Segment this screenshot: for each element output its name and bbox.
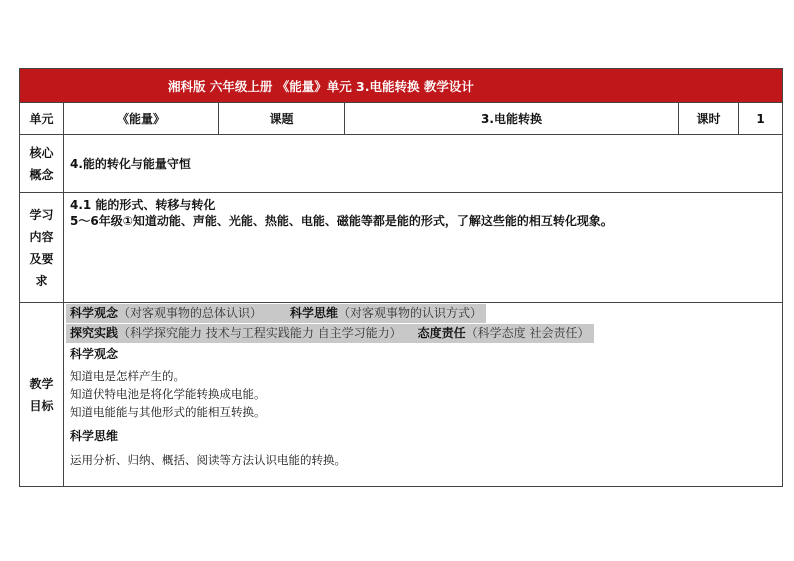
period-label: 课时 — [679, 103, 739, 135]
concept-line-2: 知道伏特电池是将化学能转换成电能。 — [70, 387, 266, 401]
unit-value: 《能量》 — [64, 103, 219, 135]
core-concept-row — [20, 135, 783, 193]
learning-row — [20, 193, 783, 303]
lesson-plan-table — [19, 68, 783, 487]
core-concept-label: 核心 概念 — [20, 135, 64, 193]
lesson-plan-sheet — [19, 68, 782, 487]
section-science-concept-title: 科学观念 — [70, 347, 119, 361]
core-concept-text: 4.能的转化与能量守恒 — [64, 135, 783, 193]
lesson-label: 课题 — [219, 103, 345, 135]
learning-line-1: 4.1 能的形式、转移与转化 — [70, 198, 216, 212]
unit-label: 单元 — [20, 103, 64, 135]
thinking-line-1: 运用分析、归纳、概括、阅读等方法认识电能的转换。 — [70, 453, 346, 467]
header-row — [20, 103, 783, 135]
concept-line-3: 知道电能能与其他形式的能相互转换。 — [70, 405, 266, 419]
document-title: 湘科版 六年级上册 《能量》单元 3.电能转换 教学设计 — [168, 78, 474, 94]
learning-label: 学习 内容 及要 求 — [20, 193, 64, 303]
section-science-thinking-title: 科学思维 — [70, 429, 119, 443]
goals-band-1: 科学观念（对客观事物的总体认识） 科学思维（对客观事物的认识方式） — [66, 304, 486, 323]
learning-line-2: 5～6年级①知道动能、声能、光能、热能、电能、磁能等都是能的形式，了解这些能的相互转化现象。 — [70, 214, 613, 228]
concept-line-1: 知道电是怎样产生的。 — [70, 369, 185, 383]
lesson-value: 3.电能转换 — [345, 103, 679, 135]
goals-content — [64, 303, 783, 487]
goals-label: 教学 目标 — [20, 303, 64, 487]
goals-row — [20, 303, 783, 487]
title-row — [20, 69, 783, 103]
goals-band-2: 探究实践（科学探究能力 技术与工程实践能力 自主学习能力） 态度责任（科学态度 社会责任） — [66, 324, 594, 343]
period-value: 1 — [739, 103, 783, 135]
learning-content — [64, 193, 783, 303]
